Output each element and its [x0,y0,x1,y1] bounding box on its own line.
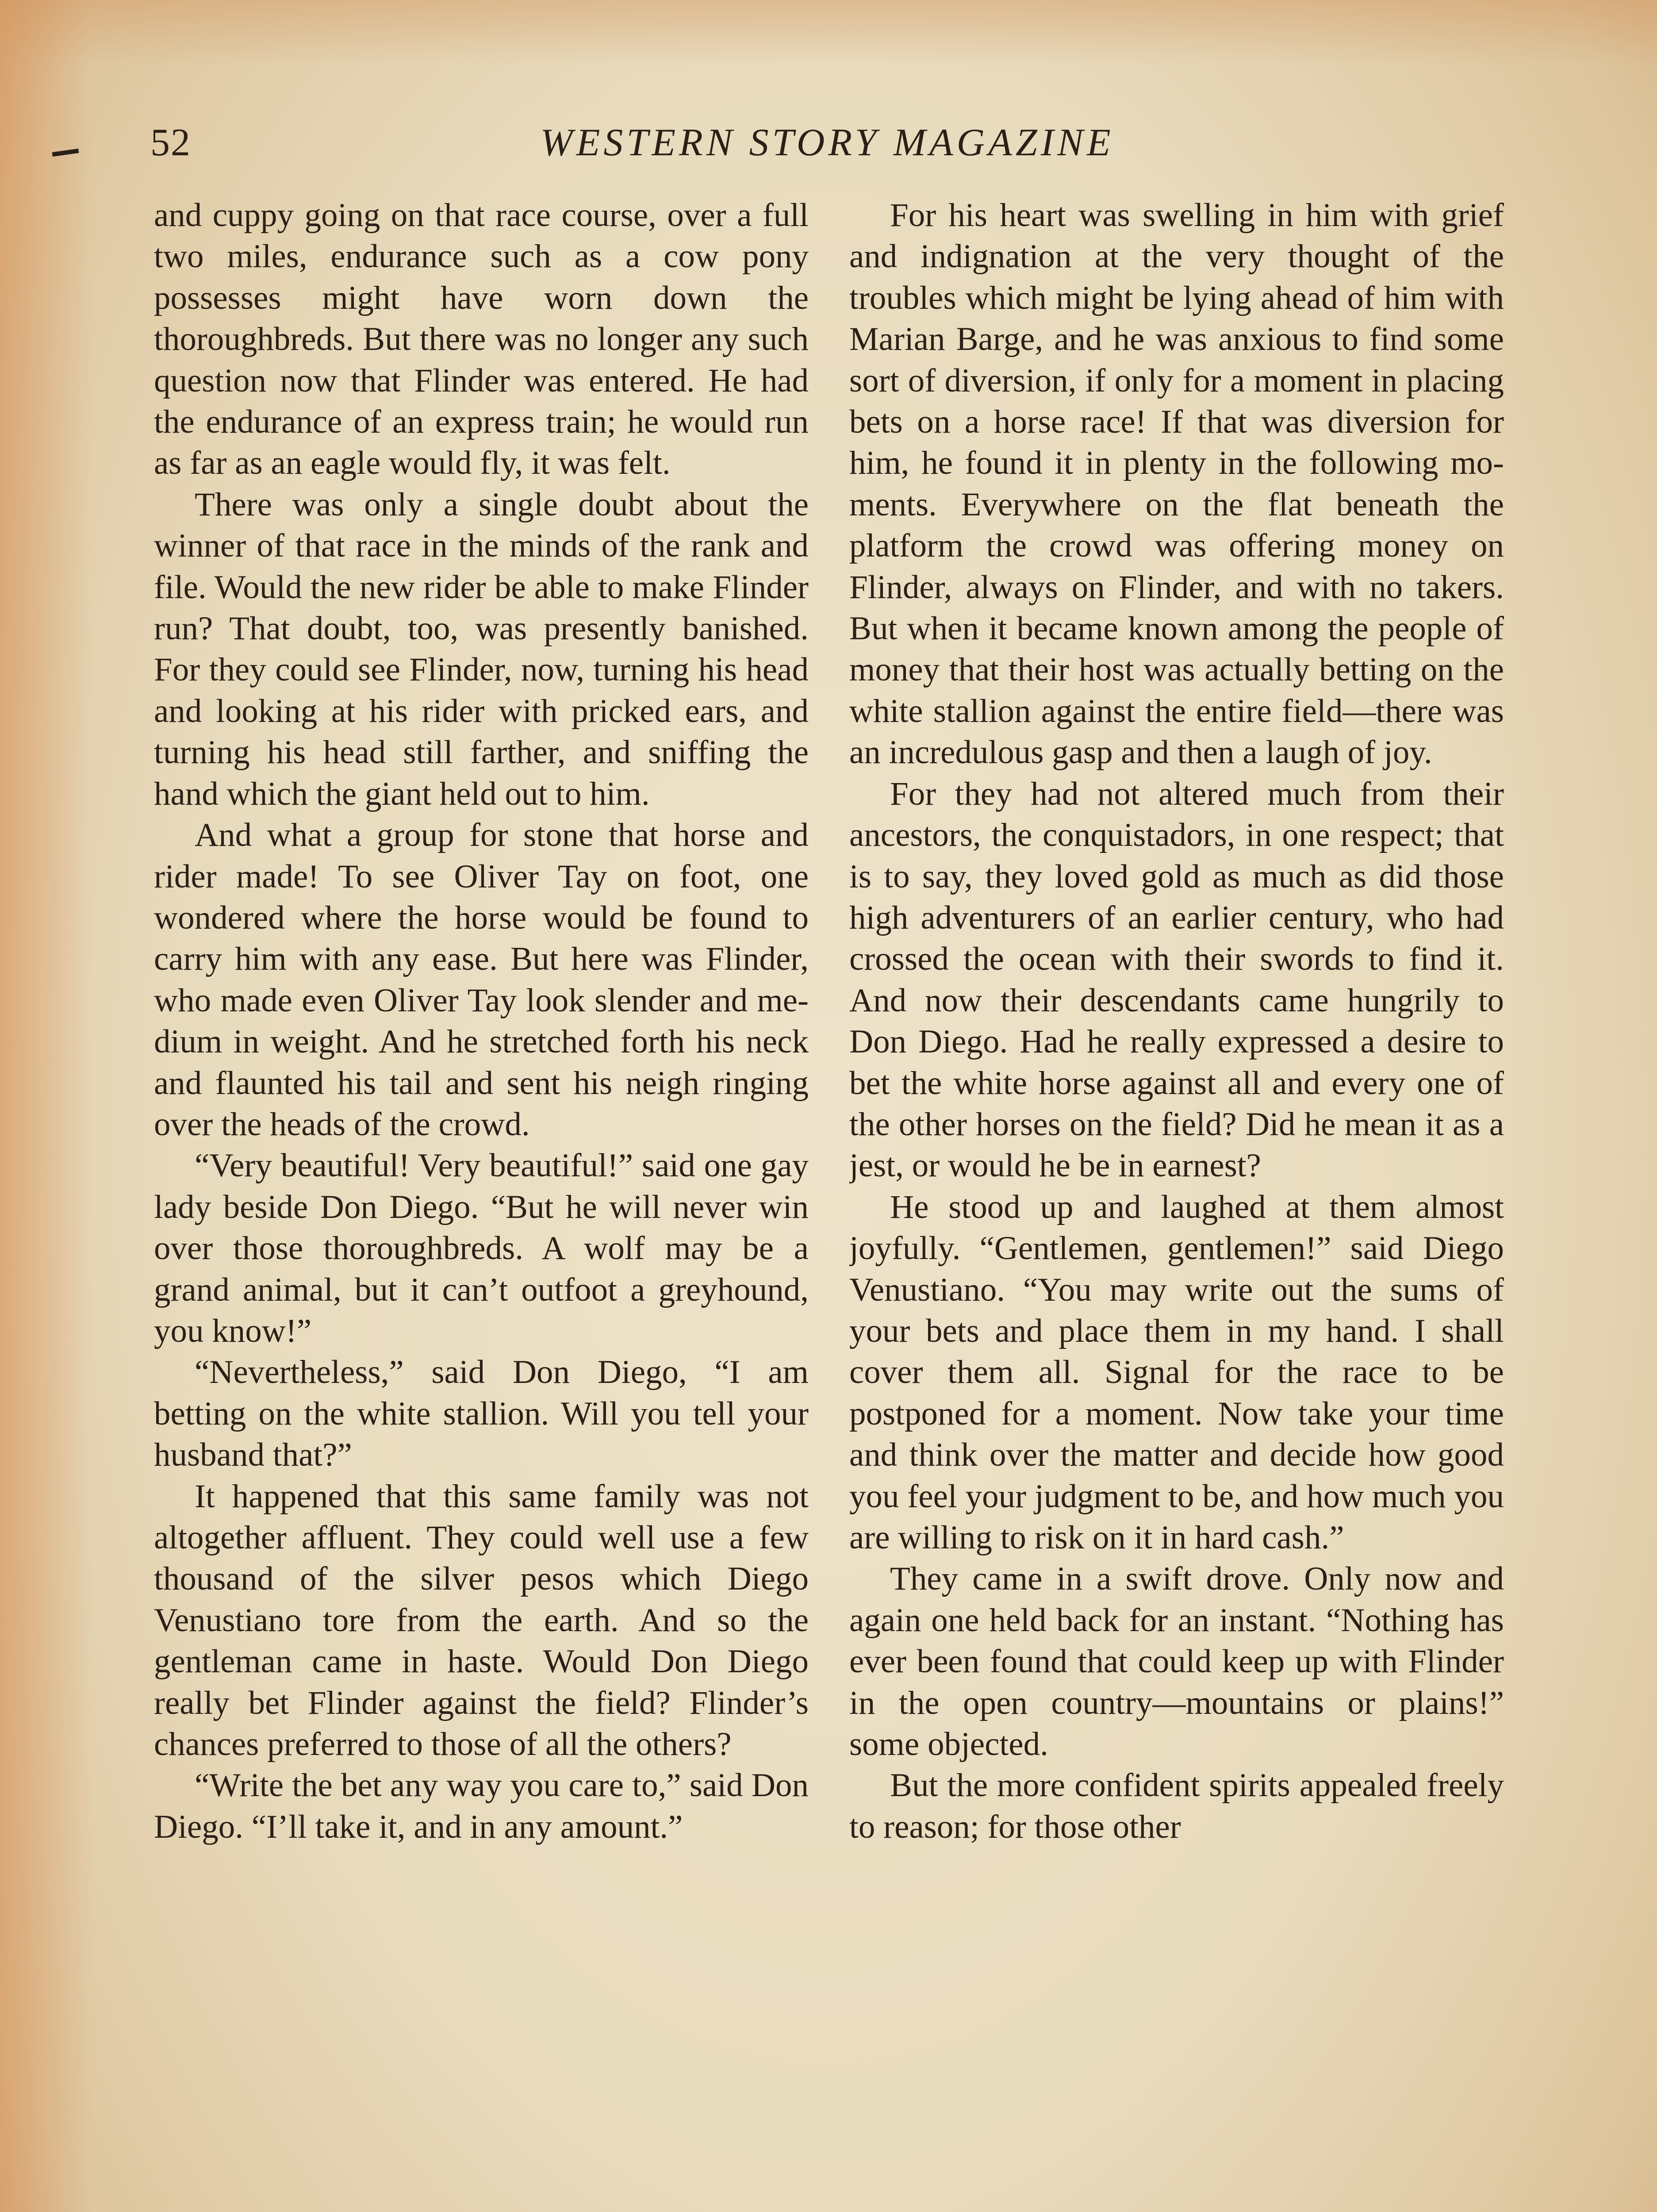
paragraph: He stood up and laughed at them almost joyfully. “Gentlemen, gentlemen!” said Diego Venustiano. “You may write out the sums of your bets and place them in my hand. I shall cover them all. Signal for the race to be postponed for a moment. Now take your time and think over the matter and decide how good you feel your judgment to be, and how much you are willing to risk on it in hard cash.” [849,1188,1504,1556]
paragraph: For his heart was swelling in him with grief and indignation at the very thought of the troubles which might be lying ahead of him with Marian Barge, and he was anxious to find some sort of diversion, if only for a moment in placing bets on a horse race! If that was diversion for him, he found it in plenty in the following moments. Everywhere on the flat beneath the platform the crowd was offering money on Flinder, always on Flinder, and with no takers. But when it became known among the people of money that their host was actually betting on the white stallion against the entire field—there was an incredulous gasp and then a laugh of joy. [849,197,1504,771]
paragraph: and cuppy going on that race course, over a full two miles, endurance such as a cow pony possesses might have worn down the thoroughbreds. But there was no longer any such question now that Flinder was entered. He had the endurance of an express train; he would run as far as an eagle would fly, it was felt. [154,197,809,482]
paragraph: There was only a single doubt about the winner of that race in the minds of the rank and file. Would the new rider be able to make Flinder run? That doubt, too, was presently banished. For they could see Flinder, now, turning his head and looking at his rider with pricked ears, and turning his head still farther, and sniffing the hand which the giant held out to him. [154,486,809,812]
paragraph: And what a group for stone that horse and rider made! To see Oliver Tay on foot, one wondered where the horse would be found to carry him with any ease. But here was Flinder, who made even Oliver Tay look slender and medium in weight. And he stretched forth his neck and flaunted his tail and sent his neigh ringing over the heads of the crowd. [154,817,809,1143]
paragraph: It happened that this same family was not altogether affluent. They could well use a few thousand of the silver pesos which Diego Venustiano tore from the earth. And so the gentleman came in haste. Would Don Diego really bet Flinder against the field? Flinder’s chances preferred to those of all the others? [154,1478,809,1763]
paragraph: They came in a swift drove. Only now and again one held back for an instant. “Nothing has ever been found that could keep up with Flinder in the open country—mountains or plains!” some objected. [849,1560,1504,1763]
paragraph: But the more confident spirits appealed freely to reason; for those other [849,1767,1504,1845]
paragraph: “Write the bet any way you care to,” said Don Diego. “I’ll take it, and in any amount.” [154,1767,809,1845]
left-text-column [154,195,809,2212]
page-header [150,114,1504,172]
right-text-column [849,195,1504,2212]
paragraph: “Nevertheless,” said Don Diego, “I am betting on the white stallion. Will you tell your husband that?” [154,1354,809,1474]
paragraph: For they had not altered much from their ancestors, the conquistadors, in one respect; that is to say, they loved gold as much as did those high adventurers of an earlier century, who had crossed the ocean with their swords to find it. And now their descendants came hungrily to Don Diego. Had he really expressed a desire to bet the white horse against all and every one of the other horses on the field? Did he mean it as a jest, or would he be in earnest? [849,775,1504,1184]
page-edge-stain-left [0,0,93,2212]
page-number: 52 [150,121,191,164]
paragraph: “Very beautiful! Very beautiful!” said one gay lady beside Don Diego. “But he will never win over those thoroughbreds. A wolf may be a grand animal, but it can’t outfoot a greyhound, you know!” [154,1147,809,1349]
page-edge-stain-top [0,0,1657,66]
running-head: WESTERN STORY MAGAZINE [540,121,1114,164]
